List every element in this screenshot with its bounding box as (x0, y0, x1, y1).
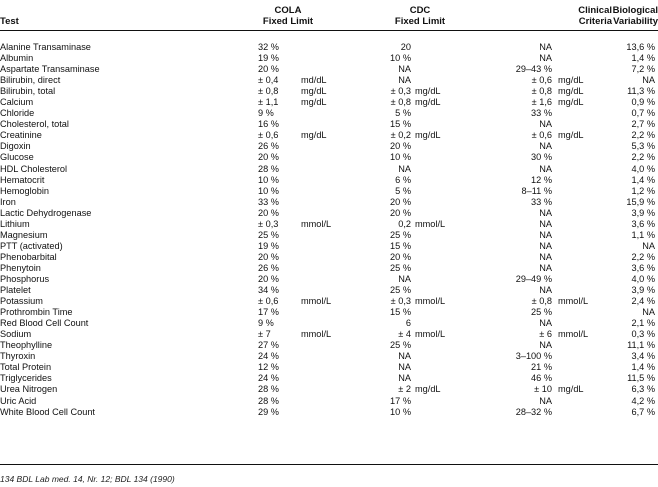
cola-value: 19 % (258, 53, 279, 64)
cdc-value: ± 2 (398, 384, 411, 395)
cola-value: ± 7 (258, 329, 271, 340)
clinical-value: NA (539, 163, 552, 174)
table-row (0, 119, 658, 130)
page-footer-citation: 134 BDL Lab med. 14, Nr. 12; BDL 134 (1990) (0, 474, 175, 484)
clinical-value: ± 0,8 (531, 86, 552, 97)
test-name: Uric Acid (0, 395, 37, 406)
biological-variability-value: 3,9 % (631, 207, 655, 218)
clinical-value: ± 0,6 (531, 130, 552, 141)
cola-value: 19 % (258, 240, 279, 251)
cdc-value: 5 % (395, 108, 411, 119)
clinical-value: ± 1,6 (531, 97, 552, 108)
clinical-unit: mg/dL (558, 75, 584, 86)
cola-value: 12 % (258, 362, 279, 373)
clinical-value: NA (539, 42, 552, 52)
cola-value: 26 % (258, 141, 279, 152)
clinical-value: 29–49 % (515, 273, 552, 284)
cola-value: 20 % (258, 251, 279, 262)
cdc-unit: mmol/L (415, 218, 446, 229)
biological-variability-value: 5,3 % (631, 141, 655, 152)
table-row (0, 362, 658, 373)
clinical-value: 46 % (531, 373, 552, 384)
test-name: Glucose (0, 152, 34, 163)
table-row (0, 351, 658, 362)
table-row (0, 53, 658, 64)
cola-value: 20 % (258, 152, 279, 163)
biological-variability-value: 11,3 % (627, 86, 655, 97)
cola-value: 25 % (258, 229, 279, 240)
biological-variability-value: 1,1 % (631, 229, 655, 240)
cola-value: 28 % (258, 384, 279, 395)
table-row (0, 164, 658, 175)
test-name: Prothrombin Time (0, 307, 73, 318)
biological-variability-value: 2,4 % (631, 296, 655, 307)
test-name: White Blood Cell Count (0, 406, 95, 417)
test-name: Hemoglobin (0, 185, 50, 196)
clinical-value: 21 % (531, 362, 552, 373)
cola-value: 9 % (258, 318, 274, 329)
biological-variability-value: 1,4 % (631, 362, 655, 373)
table-row (0, 230, 658, 241)
biological-variability-value: NA (642, 307, 655, 318)
clinical-value: NA (539, 53, 552, 64)
table-top-rule (0, 30, 658, 31)
cola-value: 34 % (258, 285, 279, 296)
cola-unit: mg/dL (301, 130, 327, 141)
clinical-value: ± 6 (539, 329, 552, 340)
cdc-value: 25 % (390, 262, 411, 273)
test-name: PTT (activated) (0, 240, 63, 251)
biological-variability-value: 15,9 % (626, 196, 655, 207)
biological-variability-value: 1,4 % (631, 174, 655, 185)
test-name: Albumin (0, 53, 34, 64)
table-row (0, 384, 658, 395)
cola-value: 20 % (258, 273, 279, 284)
table-row (0, 396, 658, 407)
table-row (0, 197, 658, 208)
cola-value: 9 % (258, 108, 274, 119)
cdc-value: 25 % (390, 229, 411, 240)
table-row (0, 285, 658, 296)
cola-value: 33 % (258, 196, 279, 207)
clinical-unit: mg/dL (558, 86, 584, 97)
biological-variability-value: 11,1 % (627, 340, 655, 351)
cola-value: 28 % (258, 395, 279, 406)
biological-variability-value: 0,7 % (631, 108, 655, 119)
cdc-value: ± 0,3 (390, 296, 411, 307)
cdc-value: 15 % (390, 119, 411, 130)
clinical-value: NA (539, 141, 552, 152)
header-cola-fixed-limit: COLA Fixed Limit (262, 5, 314, 27)
biological-variability-value: 4,0 % (631, 163, 655, 174)
cola-unit: mmol/L (301, 218, 332, 229)
cdc-value: 25 % (390, 285, 411, 296)
table-row (0, 241, 658, 252)
biological-variability-value: 4,0 % (631, 273, 655, 284)
clinical-value: 12 % (531, 174, 552, 185)
cdc-value: NA (398, 351, 411, 362)
cdc-value: NA (398, 75, 411, 86)
clinical-value: ± 10 (534, 384, 552, 395)
test-name: Aspartate Transaminase (0, 64, 100, 75)
table-row (0, 141, 658, 152)
cola-value: ± 0,6 (258, 130, 279, 141)
clinical-value: ± 0,6 (531, 75, 552, 86)
cdc-value: 6 % (395, 174, 411, 185)
cdc-value: 15 % (390, 240, 411, 251)
header-test: Test (0, 16, 19, 27)
cola-value: 10 % (258, 185, 279, 196)
test-name: Bilirubin, direct (0, 75, 61, 86)
biological-variability-value: 3,6 % (631, 218, 655, 229)
cdc-value: 20 % (390, 141, 411, 152)
cdc-value: 5 % (395, 185, 411, 196)
table-row (0, 97, 658, 108)
cola-value: 24 % (258, 373, 279, 384)
table-row (0, 373, 658, 384)
biological-variability-value: 0,3 % (631, 329, 655, 340)
test-name: Thyroxin (0, 351, 36, 362)
cola-unit: mg/dL (301, 97, 327, 108)
table-row (0, 329, 658, 340)
biological-variability-value: 3,9 % (631, 285, 655, 296)
cdc-unit: mg/dL (415, 384, 441, 395)
biological-variability-value: 2,2 % (631, 152, 655, 163)
clinical-unit: mmol/L (558, 296, 589, 307)
cola-value: ± 1,1 (258, 97, 279, 108)
test-name: Hematocrit (0, 174, 45, 185)
test-name: Calcium (0, 97, 34, 108)
cola-value: 20 % (258, 207, 279, 218)
test-name: Phosphorus (0, 273, 50, 284)
test-name: Creatinine (0, 130, 42, 141)
clinical-value: 25 % (531, 307, 552, 318)
table-row (0, 42, 658, 53)
biological-variability-value: 2,1 % (631, 318, 655, 329)
cola-value: 24 % (258, 351, 279, 362)
clinical-value: 30 % (531, 152, 552, 163)
clinical-value: NA (539, 318, 552, 329)
table-bottom-rule (0, 464, 658, 465)
cola-value: 16 % (258, 119, 279, 130)
clinical-value: 3–100 % (515, 351, 552, 362)
table-row (0, 318, 658, 329)
cola-value: 29 % (258, 406, 279, 417)
clinical-value: 29–43 % (515, 64, 552, 75)
test-name: Bilirubin, total (0, 86, 56, 97)
table-row (0, 175, 658, 186)
table-row (0, 252, 658, 263)
clinical-value: 8–11 % (521, 185, 552, 196)
header-clinical-criteria: Clinical Criteria (578, 5, 612, 27)
clinical-value: ± 0,8 (531, 296, 552, 307)
test-name: Chloride (0, 108, 35, 119)
cola-value: ± 0,3 (258, 218, 279, 229)
cdc-value: 17 % (390, 395, 411, 406)
biological-variability-value: 3,4 % (631, 351, 655, 362)
test-name: Magnesium (0, 229, 48, 240)
clinical-value: NA (539, 340, 552, 351)
clinical-value: 28–32 % (515, 406, 552, 417)
cola-value: ± 0,4 (258, 75, 279, 86)
clinical-value: NA (539, 218, 552, 229)
table-row (0, 208, 658, 219)
cdc-value: 25 % (390, 340, 411, 351)
test-name: Total Protein (0, 362, 52, 373)
test-name: Triglycerides (0, 373, 52, 384)
cdc-value: 20 % (390, 196, 411, 207)
table-row (0, 152, 658, 163)
cdc-value: NA (398, 163, 411, 174)
cdc-value: NA (398, 362, 411, 373)
cdc-value: NA (398, 273, 411, 284)
biological-variability-value: 1,4 % (631, 53, 655, 64)
biological-variability-value: 2,2 % (631, 251, 655, 262)
cola-unit: mmol/L (301, 329, 332, 340)
cdc-value: ± 0,3 (390, 86, 411, 97)
clinical-value: 33 % (531, 196, 552, 207)
biological-variability-value: 13,6 % (626, 42, 655, 52)
test-name: Phenobarbital (0, 251, 57, 262)
cdc-value: NA (398, 64, 411, 75)
table-row (0, 86, 658, 97)
cdc-value: 0,2 (398, 218, 411, 229)
cola-value: 10 % (258, 174, 279, 185)
cola-value: 20 % (258, 64, 279, 75)
table-row (0, 64, 658, 75)
cdc-unit: mmol/L (415, 329, 446, 340)
header-biological-variability: Biological Variability (612, 5, 658, 27)
test-name: Sodium (0, 329, 32, 340)
table-row (0, 407, 658, 418)
cola-unit: mmol/L (301, 296, 332, 307)
cdc-unit: mg/dL (415, 86, 441, 97)
test-name: Phenytoin (0, 262, 41, 273)
biological-variability-value: 6,7 % (631, 406, 655, 417)
clinical-value: 33 % (531, 108, 552, 119)
cola-value: 27 % (258, 340, 279, 351)
clinical-value: NA (539, 119, 552, 130)
table-row (0, 340, 658, 351)
biological-variability-value: NA (642, 75, 655, 86)
test-name: Alanine Transaminase (0, 42, 91, 52)
table-row (0, 108, 658, 119)
cola-unit: md/dL (301, 75, 327, 86)
clinical-value: NA (539, 251, 552, 262)
table-row (0, 219, 658, 230)
table-row (0, 130, 658, 141)
cdc-value: 20 % (390, 207, 411, 218)
cola-value: 17 % (258, 307, 279, 318)
biological-variability-value: 2,7 % (631, 119, 655, 130)
biological-variability-value: 2,2 % (631, 130, 655, 141)
biological-variability-value: 7,2 % (631, 64, 655, 75)
table-body (0, 42, 658, 418)
test-name: Lactic Dehydrogenase (0, 207, 92, 218)
cola-value: 26 % (258, 262, 279, 273)
test-name: Platelet (0, 285, 31, 296)
header-cdc-fixed-limit: CDC Fixed Limit (394, 5, 446, 27)
test-name: Urea Nitrogen (0, 384, 58, 395)
clinical-unit: mg/dL (558, 384, 584, 395)
clinical-value: NA (539, 262, 552, 273)
cdc-value: NA (398, 373, 411, 384)
clinical-unit: mg/dL (558, 97, 584, 108)
biological-variability-value: 4,2 % (631, 395, 655, 406)
cdc-value: 10 % (390, 406, 411, 417)
test-name: Iron (0, 196, 16, 207)
test-name: Potassium (0, 296, 43, 307)
test-name: Cholesterol, total (0, 119, 69, 130)
cdc-value: ± 0,2 (390, 130, 411, 141)
table-row (0, 263, 658, 274)
cdc-unit: mg/dL (415, 97, 441, 108)
cola-value: ± 0,6 (258, 296, 279, 307)
cdc-value: 6 (405, 318, 411, 329)
cola-value: 28 % (258, 163, 279, 174)
cola-unit: mg/dL (301, 86, 327, 97)
table-row (0, 307, 658, 318)
biological-variability-value: 3,6 % (631, 262, 655, 273)
cola-value: ± 0,8 (258, 86, 279, 97)
table-row (0, 75, 658, 86)
cdc-unit: mmol/L (415, 296, 446, 307)
cdc-value: ± 0,8 (390, 97, 411, 108)
cdc-value: 20 (400, 42, 411, 52)
clinical-value: NA (539, 240, 552, 251)
clinical-value: NA (539, 285, 552, 296)
clinical-value: NA (539, 229, 552, 240)
test-name: Theophylline (0, 340, 53, 351)
cdc-value: 20 % (390, 251, 411, 262)
cola-value: 32 % (258, 42, 279, 52)
table-row (0, 186, 658, 197)
clinical-value: NA (539, 207, 552, 218)
test-name: HDL Cholesterol (0, 163, 68, 174)
cdc-value: 15 % (390, 307, 411, 318)
test-name: Digoxin (0, 141, 31, 152)
cdc-value: 10 % (390, 152, 411, 163)
clinical-unit: mmol/L (558, 329, 589, 340)
table-row (0, 296, 658, 307)
biological-variability-value: 0,9 % (631, 97, 655, 108)
biological-variability-value: 1,2 % (631, 185, 655, 196)
cdc-unit: mg/dL (415, 130, 441, 141)
biological-variability-value: 6,3 % (631, 384, 655, 395)
test-name: Lithium (0, 218, 30, 229)
test-name: Red Blood Cell Count (0, 318, 89, 329)
cdc-value: ± 4 (398, 329, 411, 340)
table-row (0, 274, 658, 285)
cdc-value: 10 % (390, 53, 411, 64)
biological-variability-value: NA (642, 240, 655, 251)
clinical-value: NA (539, 395, 552, 406)
biological-variability-value: 11,5 % (627, 373, 655, 384)
clinical-unit: mg/dL (558, 130, 584, 141)
